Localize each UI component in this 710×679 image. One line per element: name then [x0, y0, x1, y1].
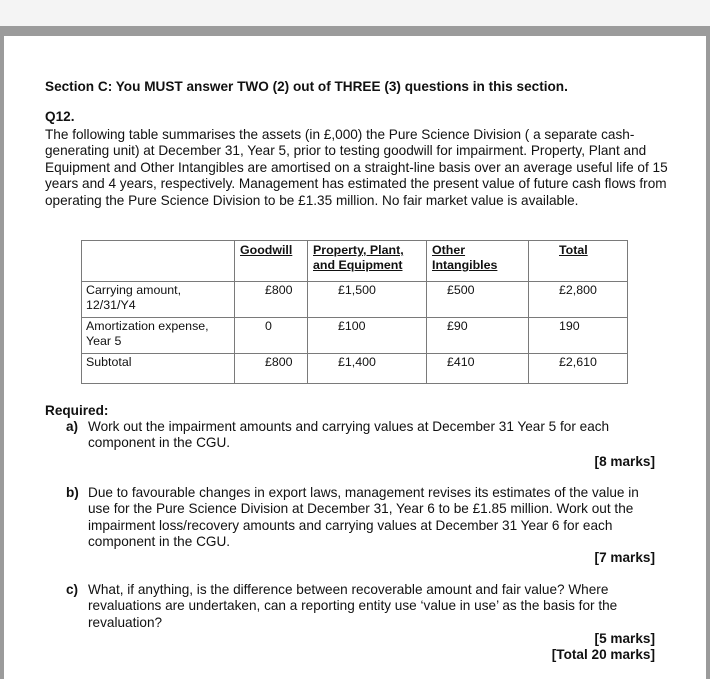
part-b-letter: b) — [66, 485, 79, 500]
part-b-text: Due to favourable changes in export laws, management revises its estimates of the value in use for the Pure Science Division at December 31, Year 6 to be £1.85 million. Work out the impairment loss/recovery amounts and carrying values at December 31 Year 6 for each component in the CGU. — [88, 485, 639, 550]
part-a-text: Work out the impairment amounts and carrying values at December 31 Year 5 for each component in the CGU. — [88, 419, 610, 451]
part-a-letter: a) — [66, 419, 79, 434]
part-b-marks: [7 marks] — [594, 550, 655, 565]
table-header-label — [82, 241, 235, 282]
row-label: Amortization expense, Year 5 — [82, 318, 235, 354]
table-row — [82, 282, 628, 318]
cell-total: £2,800 — [529, 282, 628, 318]
question-number: Q12. — [45, 109, 75, 124]
cell-ppe: £1,500 — [308, 282, 427, 318]
cell-ppe: £100 — [308, 318, 427, 354]
cell-goodwill: 0 — [235, 318, 308, 354]
cell-total: £2,610 — [529, 354, 628, 384]
table-header-row — [82, 241, 628, 282]
cell-goodwill: £800 — [235, 354, 308, 384]
table-row — [82, 354, 628, 384]
part-a-marks: [8 marks] — [594, 454, 655, 469]
required-heading: Required: — [45, 403, 109, 418]
part-c-marks: [5 marks] — [594, 631, 655, 646]
table-row — [82, 318, 628, 354]
viewer-top-bar — [0, 0, 710, 26]
table-header-goodwill: Goodwill — [235, 241, 308, 282]
cell-other: £410 — [427, 354, 529, 384]
part-c-letter: c) — [66, 582, 79, 597]
part-c-text: What, if anything, is the difference between recoverable amount and fair value? Where revaluations are undertaken, can a reporting entity use ‘value in use’ as the basis for the revaluation? — [88, 582, 618, 630]
table-header-ppe: Property, Plant, and Equipment — [308, 241, 427, 282]
section-heading: Section C: You MUST answer TWO (2) out of THREE (3) questions in this section. — [45, 79, 568, 94]
cell-other: £500 — [427, 282, 529, 318]
table-header-total: Total — [529, 241, 628, 282]
row-label: Subtotal — [82, 354, 235, 384]
document-page — [4, 36, 706, 679]
cell-other: £90 — [427, 318, 529, 354]
total-marks: [Total 20 marks] — [551, 647, 655, 662]
cell-goodwill: £800 — [235, 282, 308, 318]
cell-ppe: £1,400 — [308, 354, 427, 384]
assets-table — [81, 240, 628, 384]
row-label: Carrying amount, 12/31/Y4 — [82, 282, 235, 318]
cell-total: 190 — [529, 318, 628, 354]
intro-paragraph: The following table summarises the assets (in £,000) the Pure Science Division ( a separate cash-generating unit) at December 31, Year 5, prior to testing goodwill for impairment. Property, Plant and Equipment and Other Intangibles are amortised on a straight-line basis over an average useful life of 15 years and 4 years, respectively. Management has estimated the present value of future cash flows from operating the Pure Science Division to be £1.35 million. No fair market value is available. — [45, 127, 668, 208]
table-header-other-intangibles: Other Intangibles — [427, 241, 529, 282]
